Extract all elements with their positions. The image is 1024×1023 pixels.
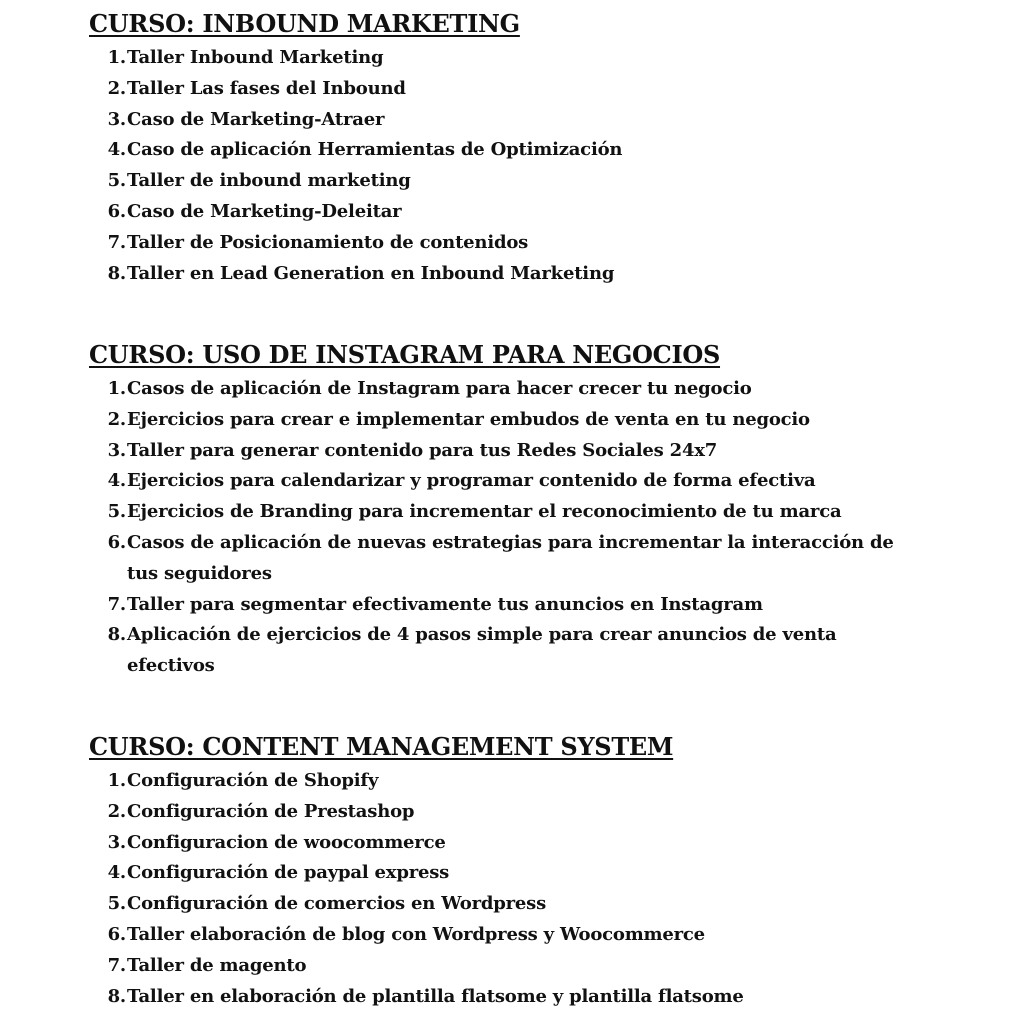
list-item	[89, 259, 949, 290]
course-section-cms	[89, 731, 949, 1012]
item-number: 4.	[107, 470, 126, 492]
list-item	[89, 405, 949, 436]
item-number: 5.	[107, 170, 126, 192]
list-item	[89, 920, 949, 951]
section-title: CURSO: CONTENT MANAGEMENT SYSTEM	[89, 732, 674, 761]
item-number: 2.	[107, 77, 126, 99]
item-number: 2.	[107, 800, 126, 822]
list-item	[89, 105, 949, 136]
item-number: 3.	[107, 831, 126, 853]
item-text: Caso de Marketing-Deleitar	[127, 200, 402, 222]
item-number: 2.	[107, 408, 126, 430]
list-item	[89, 466, 949, 497]
item-number: 8.	[107, 262, 126, 284]
course-section-instagram	[89, 339, 949, 682]
item-number: 8.	[107, 985, 126, 1007]
item-number: 8.	[107, 624, 126, 646]
item-number: 3.	[107, 439, 126, 461]
list-item	[89, 889, 949, 920]
item-text: Configuración de comercios en Wordpress	[127, 893, 547, 915]
item-number: 4.	[107, 862, 126, 884]
item-text: Aplicación de ejercicios de 4 pasos simple para crear anuncios de venta efectivos	[127, 624, 837, 677]
list-item	[89, 166, 949, 197]
list-item	[89, 228, 949, 259]
item-text: Taller para segmentar efectivamente tus anuncios en Instagram	[127, 593, 763, 615]
list-item	[89, 43, 949, 74]
item-number: 6.	[107, 923, 126, 945]
item-text: Ejercicios para crear e implementar embudos de venta en tu negocio	[127, 408, 810, 430]
item-text: Caso de Marketing-Atraer	[127, 108, 385, 130]
list-item	[89, 74, 949, 105]
item-text: Taller de magento	[127, 954, 307, 976]
item-number: 4.	[107, 139, 126, 161]
list-item	[89, 797, 949, 828]
item-number: 7.	[107, 954, 126, 976]
course-topic-list	[89, 374, 949, 682]
list-item	[89, 828, 949, 859]
course-section-inbound-marketing	[89, 8, 949, 289]
item-text: Taller de Posicionamiento de contenidos	[127, 231, 529, 253]
item-text: Configuración de Prestashop	[127, 800, 415, 822]
item-text: Taller en elaboración de plantilla flatsome y plantilla flatsome	[127, 985, 744, 1007]
item-number: 1.	[107, 47, 126, 68]
item-text: Taller de inbound marketing	[127, 170, 411, 192]
item-text: Taller elaboración de blog con Wordpress y Woocommerce	[127, 923, 705, 945]
item-number: 1.	[107, 770, 126, 791]
item-text: Casos de aplicación de nuevas estrategias para incrementar la interacción de tus seguidores	[127, 531, 894, 584]
section-title: CURSO: INBOUND MARKETING	[89, 9, 520, 38]
item-number: 5.	[107, 501, 126, 523]
item-text: Taller Las fases del Inbound	[127, 77, 406, 99]
list-item	[89, 951, 949, 982]
item-text: Caso de aplicación Herramientas de Optimización	[127, 139, 623, 161]
list-item	[89, 766, 949, 797]
course-topic-list	[89, 43, 949, 289]
item-number: 6.	[107, 200, 126, 222]
list-item	[89, 436, 949, 467]
item-text: Taller para generar contenido para tus Redes Sociales 24x7	[127, 439, 718, 461]
item-number: 3.	[107, 108, 126, 130]
item-text: Taller en Lead Generation en Inbound Marketing	[127, 262, 615, 284]
list-item	[89, 858, 949, 889]
item-text: Ejercicios para calendarizar y programar contenido de forma efectiva	[127, 470, 816, 492]
section-title: CURSO: USO DE INSTAGRAM PARA NEGOCIOS	[89, 340, 721, 369]
item-text: Taller Inbound Marketing	[127, 47, 384, 68]
item-text: Configuración de Shopify	[127, 770, 379, 791]
item-number: 6.	[107, 531, 126, 553]
list-item	[89, 135, 949, 166]
item-number: 7.	[107, 593, 126, 615]
list-item	[89, 374, 949, 405]
item-text: Casos de aplicación de Instagram para hacer crecer tu negocio	[127, 378, 752, 399]
item-text: Configuración de paypal express	[127, 862, 450, 884]
list-item	[89, 620, 949, 682]
item-number: 1.	[107, 378, 126, 399]
list-item	[89, 590, 949, 621]
item-text: Ejercicios de Branding para incrementar el reconocimiento de tu marca	[127, 501, 842, 523]
list-item	[89, 528, 949, 590]
item-text: Configuracion de woocommerce	[127, 831, 446, 853]
list-item	[89, 197, 949, 228]
item-number: 7.	[107, 231, 126, 253]
list-item	[89, 982, 949, 1013]
item-number: 5.	[107, 893, 126, 915]
list-item	[89, 497, 949, 528]
course-topic-list	[89, 766, 949, 1012]
